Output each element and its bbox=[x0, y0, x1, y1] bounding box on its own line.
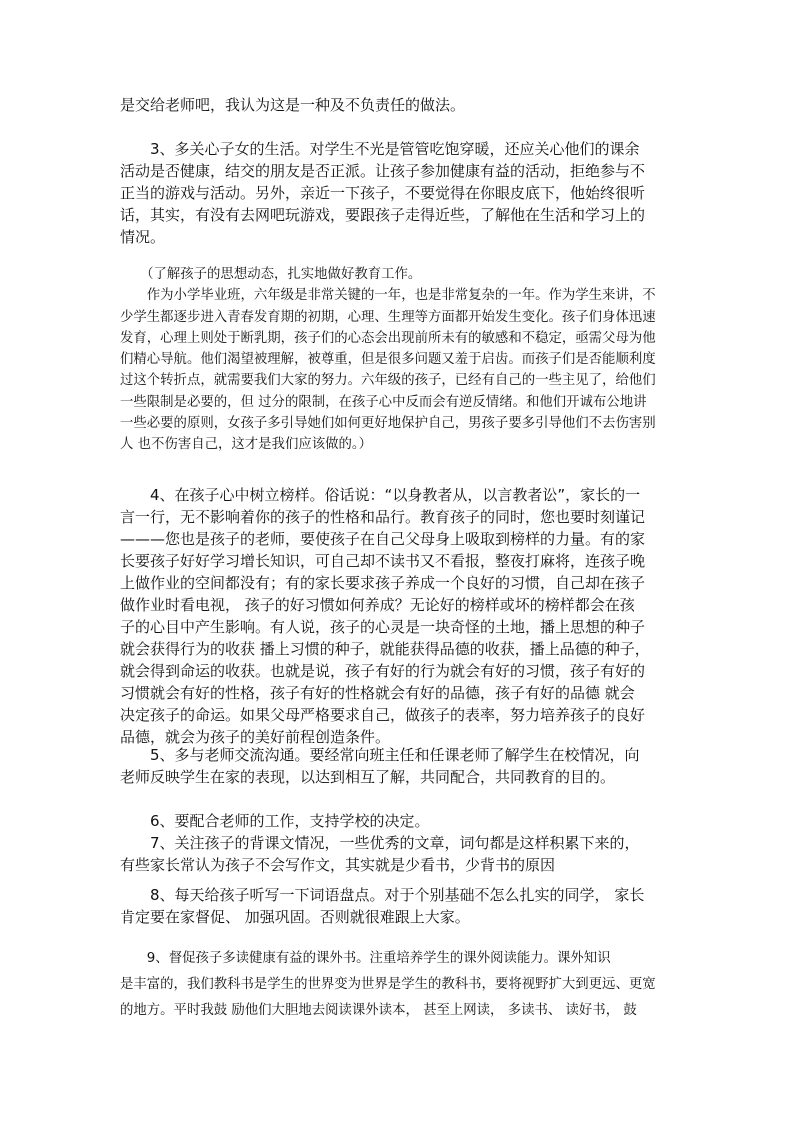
paragraph-6-7 bbox=[120, 810, 676, 876]
text-line: 6、要配合老师的工作，支持学校的决定。 bbox=[120, 812, 430, 830]
text-line: 发育，心理上则处于断乳期，孩子们的心态会出现前所未有的敏感和不稳定，亟需父母为他 bbox=[120, 330, 656, 346]
text-line: 的地方。平时我鼓 励他们大胆地去阅读课外读本， 甚至上网读， 多读书、 读好书， 鼓 bbox=[120, 1003, 637, 1018]
text-line: 话，其实，有没有去网吧玩游戏，要跟孩子走得近些，了解他在生活和学习上的 bbox=[120, 206, 646, 224]
text-line: 肯定要在家督促、 加强巩固。否则就很难跟上大家。 bbox=[120, 908, 470, 926]
text-line: 7、关注孩子的背课文情况，一些优秀的文章，词句都是这样积累下来的， bbox=[120, 834, 640, 852]
text-line: （了解孩子的思想动态，扎实地做好教育工作。 bbox=[120, 267, 422, 282]
text-line: 5、多与老师交流沟通。要经常向班主任和任课老师了解学生在校情况，向 bbox=[120, 746, 640, 764]
paragraph-5 bbox=[120, 744, 676, 788]
text-line: 一些必要的原则，女孩子多引导她们如何更好地保护自己，男孩子要多引导他们不去伤害别 bbox=[120, 416, 656, 432]
text-line: 人 也不伤害自己，这才是我们应该做的。） bbox=[120, 437, 372, 453]
text-line: 习惯就会有好的性格，孩子有好的性格就会有好的品德，孩子有好的品德 就会 bbox=[120, 684, 635, 702]
paragraph-4 bbox=[120, 484, 676, 748]
paragraph-3 bbox=[120, 138, 676, 248]
text-line: 长要孩子好好学习增长知识，可自己却不读书又不看报，整夜打麻将，连孩子晚 bbox=[120, 552, 646, 570]
text-line: 决定孩子的命运。如果父母严格要求自己，做孩子的表率，努力培养孩子的良好 bbox=[120, 706, 646, 724]
text-line: 品德，就会为孩子的美好前程创造条件。 bbox=[120, 728, 391, 746]
text-line: 3、多关心子女的生活。对学生不光是管管吃饱穿暖，还应关心他们的课余 bbox=[120, 140, 640, 158]
paragraph-9 bbox=[120, 946, 676, 1024]
text-line: 老师反映学生在家的表现，以达到相互了解，共同配合，共同教育的目的。 bbox=[120, 768, 616, 786]
text-line: 情况。 bbox=[120, 228, 166, 246]
text-line: 是丰富的，我们教科书是学生的世界变为世界是学生的教科书，要将视野扩大到更远、更宽 bbox=[120, 977, 656, 992]
text-line: 上做作业的空间都没有；有的家长要求孩子养成一个良好的习惯，自己却在孩子 bbox=[120, 574, 646, 592]
text-line: 就会获得行为的收获 播上习惯的种子，就能获得品德的收获，播上品德的种子， bbox=[120, 640, 650, 658]
paragraph-8 bbox=[120, 884, 676, 928]
text-line: 言一行，无不影响着你的孩子的性格和品行。教育孩子的同时，您也要时刻谨记 bbox=[120, 508, 646, 526]
text-line: 少学生都逐步进入青春发育期的初期，心理、生理等方面都开始发生变化。孩子们身体迅速 bbox=[120, 309, 656, 325]
text-line: 就会得到命运的收获。也就是说，孩子有好的行为就会有好的习惯，孩子有好的 bbox=[120, 662, 646, 680]
paragraph-2-end bbox=[120, 94, 676, 116]
text-line: 8、每天给孩子听写一下词语盘点。对于个别基础不怎么扎实的同学， 家长 bbox=[120, 886, 645, 904]
text-line: 们精心导航。他们渴望被理解，被尊重，但是很多问题又羞于启齿。而孩子们是否能顺利度 bbox=[120, 352, 656, 368]
text-line: ———您也是孩子的老师，要使孩子在自己父母身上吸取到榜样的力量。有的家 bbox=[120, 530, 646, 548]
text-line: 9、督促孩子多读健康有益的课外书。注重培养学生的课外阅读能力。课外知识 bbox=[120, 951, 611, 966]
text-line: 有些家长常认为孩子不会写作文，其实就是少看书，少背书的原因 bbox=[120, 856, 556, 874]
text-line: 一些限制是必要的，但 过分的限制，在孩子心中反而会有逆反情绪。和他们开诚布公地讲 bbox=[120, 394, 647, 410]
note-block bbox=[120, 264, 676, 456]
text-line: 子的心目中产生影响。有人说，孩子的心灵是一块奇怪的土地，播上思想的种子 bbox=[120, 618, 646, 636]
text-line: 是交给老师吧，我认为这是一种及不负责任的做法。 bbox=[120, 96, 466, 114]
text-line: 正当的游戏与活动。另外，亲近一下孩子，不要觉得在你眼皮底下，他始终很听 bbox=[120, 184, 646, 202]
text-line: 做作业时看电视， 孩子的好习惯如何养成？无论好的榜样或坏的榜样都会在孩 bbox=[120, 596, 635, 614]
text-line: 作为小学毕业班，六年级是非常关键的一年，也是非常复杂的一年。作为学生来讲，不 bbox=[120, 288, 656, 304]
text-line: 4、在孩子心中树立榜样。俗话说：“以身教者从，以言教者讼”，家长的一 bbox=[120, 486, 641, 504]
text-line: 过这个转折点，就需要我们大家的努力。六年级的孩子，已经有自己的一些主见了，给他们 bbox=[120, 373, 656, 389]
text-line: 活动是否健康，结交的朋友是否正派。让孩子参加健康有益的活动，拒绝参与不 bbox=[120, 162, 646, 180]
